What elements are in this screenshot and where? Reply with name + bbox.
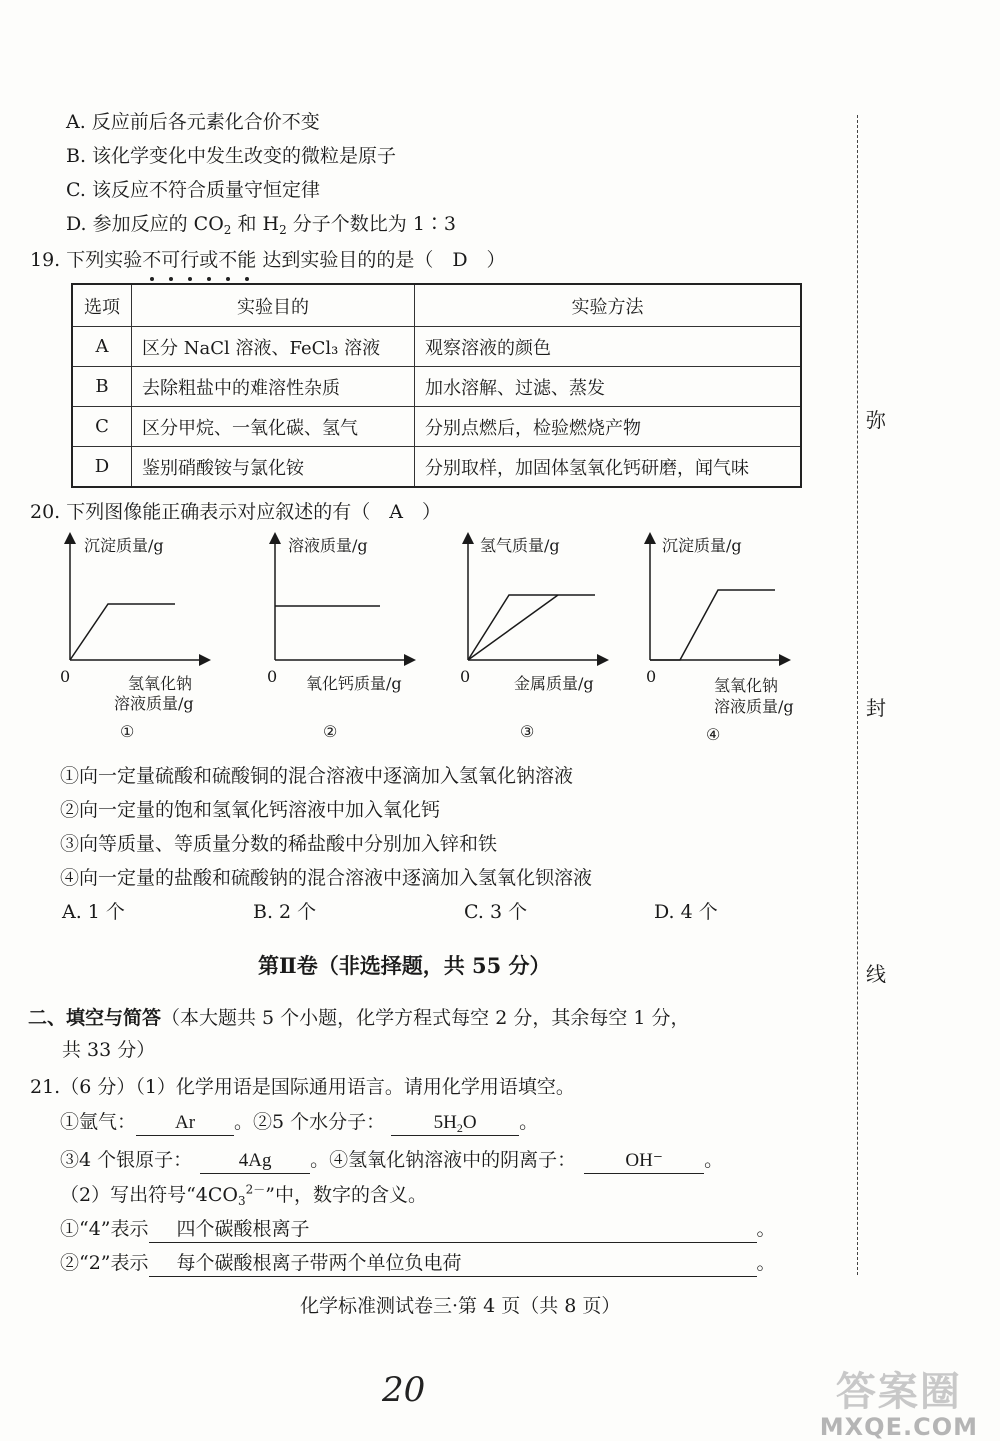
table-row — [72, 367, 801, 407]
q20-choice-b: B. 2 个 — [253, 901, 317, 923]
graph2-ylabel: 溶液质量/g — [288, 536, 368, 555]
answer-water-molecules: $5H_2O$ — [391, 1111, 519, 1136]
graph2-origin: 0 — [267, 667, 278, 686]
row-option: C — [72, 407, 132, 447]
header-goal: 实验目的 — [132, 284, 415, 327]
row-goal: 区分 NaCl 溶液、FeCl₃ 溶液 — [132, 327, 415, 367]
row-option: A — [72, 327, 132, 367]
q20-choice-d: D. 4 个 — [654, 901, 718, 923]
table-row — [72, 407, 801, 447]
q18-option-a: A. 反应前后各元素化合价不变 — [66, 111, 320, 133]
row-goal: 鉴别硝酸铵与氯化铵 — [132, 447, 415, 488]
margin-char-feng: 封 — [866, 696, 886, 720]
section-2-heading: 二、填空与简答（本大题共 5 个小题，化学方程式每空 2 分，其余每空 1 分， — [28, 1007, 690, 1029]
graph3-ylabel: 氢气质量/g — [480, 536, 560, 555]
graph1-origin: 0 — [60, 667, 71, 686]
q20-choice-a: A. 1 个 — [62, 901, 125, 923]
q20-graphs — [40, 530, 820, 750]
row-method: 加水溶解、过滤、蒸发 — [415, 367, 802, 407]
answer-meaning-4: 四个碳酸根离子 — [149, 1218, 757, 1243]
graph4-ylabel: 沉淀质量/g — [662, 536, 742, 555]
handwritten-page-number: 20 — [382, 1370, 426, 1410]
header-option: 选项 — [72, 284, 132, 327]
graph4-xlabel: 氢氧化钠 — [714, 676, 779, 695]
q20-choice-c: C. 3 个 — [464, 901, 528, 923]
experiment-table — [71, 283, 802, 488]
margin-char-mi: 弥 — [866, 408, 886, 432]
q18-option-c: C. 该反应不符合质量守恒定律 — [66, 179, 320, 201]
q21-stem: 21.（6 分）（1）化学用语是国际通用语言。请用化学用语填空。 — [30, 1076, 575, 1098]
graph4-xlabel2: 溶液质量/g — [714, 697, 794, 716]
table-row — [72, 447, 801, 488]
answer-anion: OH⁻ — [584, 1149, 704, 1174]
q21-meaning-1: ①“4”表示 四个碳酸根离子 。 — [60, 1217, 776, 1243]
graph1-xlabel2: 溶液质量/g — [114, 694, 194, 713]
q20-statement-1: ①向一定量硫酸和硫酸铜的混合溶液中逐滴加入氢氧化钠溶液 — [60, 765, 574, 787]
q20-statement-3: ③向等质量、等质量分数的稀盐酸中分别加入锌和铁 — [60, 833, 498, 855]
q19-stem: 19. 下列实验不可行或不能 达到实验目的的是（ D ） — [30, 248, 506, 272]
watermark-logo: 答案圈 MXQE.COM — [819, 1369, 978, 1441]
graph-4 — [646, 536, 794, 744]
margin-char-xian: 线 — [866, 962, 886, 986]
table-header-row — [72, 284, 801, 327]
q18-option-d: D. 参加反应的 $CO_2$ 和 $H_2$ 分子个数比为 1∶3 — [66, 213, 456, 237]
graph4-number: ④ — [706, 725, 721, 744]
answer-meaning-2: 每个碳酸根离子带两个单位负电荷 — [149, 1252, 757, 1277]
q20-statement-2: ②向一定量的饱和氢氧化钙溶液中加入氧化钙 — [60, 799, 441, 821]
row-method: 分别取样，加固体氢氧化钙研磨，闻气味 — [415, 447, 802, 488]
row-method: 分别点燃后，检验燃烧产物 — [415, 407, 802, 447]
row-goal: 区分甲烷、一氧化碳、氢气 — [132, 407, 415, 447]
q18-option-b: B. 该化学变化中发生改变的微粒是原子 — [66, 145, 397, 167]
answer-silver-atoms: 4Ag — [200, 1149, 310, 1174]
graph1-ylabel: 沉淀质量/g — [84, 536, 164, 555]
page-footer: 化学标准测试卷三·第 4 页（共 8 页） — [300, 1295, 621, 1317]
row-method: 观察溶液的颜色 — [415, 327, 802, 367]
q21-line-1: ①氩气： Ar 。②5 个水分子： $5H_2O$ 。 — [60, 1111, 539, 1135]
graph4-origin: 0 — [646, 667, 657, 686]
graph1-xlabel: 氢氧化钠 — [128, 674, 193, 693]
row-option: D — [72, 447, 132, 488]
graph2-number: ② — [323, 722, 338, 741]
graph3-xlabel: 金属质量/g — [514, 674, 594, 693]
graph-2 — [267, 536, 410, 741]
graph-3 — [460, 536, 603, 741]
q20-statement-4: ④向一定量的盐酸和硫酸钠的混合溶液中逐滴加入氢氧化钡溶液 — [60, 867, 593, 889]
graph-1 — [60, 536, 205, 741]
section-2-heading-cont: 共 33 分） — [62, 1039, 156, 1061]
q20-stem: 20. 下列图像能正确表示对应叙述的有（ A ） — [30, 501, 441, 523]
q21-meaning-2: ②“2”表示 每个碳酸根离子带两个单位负电荷 。 — [60, 1251, 776, 1277]
graph3-number: ③ — [520, 722, 535, 741]
graph2-xlabel: 氧化钙质量/g — [306, 674, 402, 693]
q21-part2-stem: （2）写出符号“$4CO_3^{2-}$”中，数字的含义。 — [60, 1182, 428, 1208]
row-goal: 去除粗盐中的难溶性杂质 — [132, 367, 415, 407]
part2-title: 第Ⅱ卷（非选择题，共 55 分） — [258, 953, 551, 978]
graph3-origin: 0 — [460, 667, 471, 686]
table-row — [72, 327, 801, 367]
q21-line-2: ③4 个银原子： 4Ag 。④氢氧化钠溶液中的阴离子： OH⁻ 。 — [60, 1148, 723, 1174]
row-option: B — [72, 367, 132, 407]
header-method: 实验方法 — [415, 284, 802, 327]
emphasis-text: 不可行或不能 — [142, 249, 262, 271]
graph1-number: ① — [120, 722, 135, 741]
binding-margin-line — [857, 115, 858, 1275]
answer-argon: Ar — [136, 1111, 234, 1136]
